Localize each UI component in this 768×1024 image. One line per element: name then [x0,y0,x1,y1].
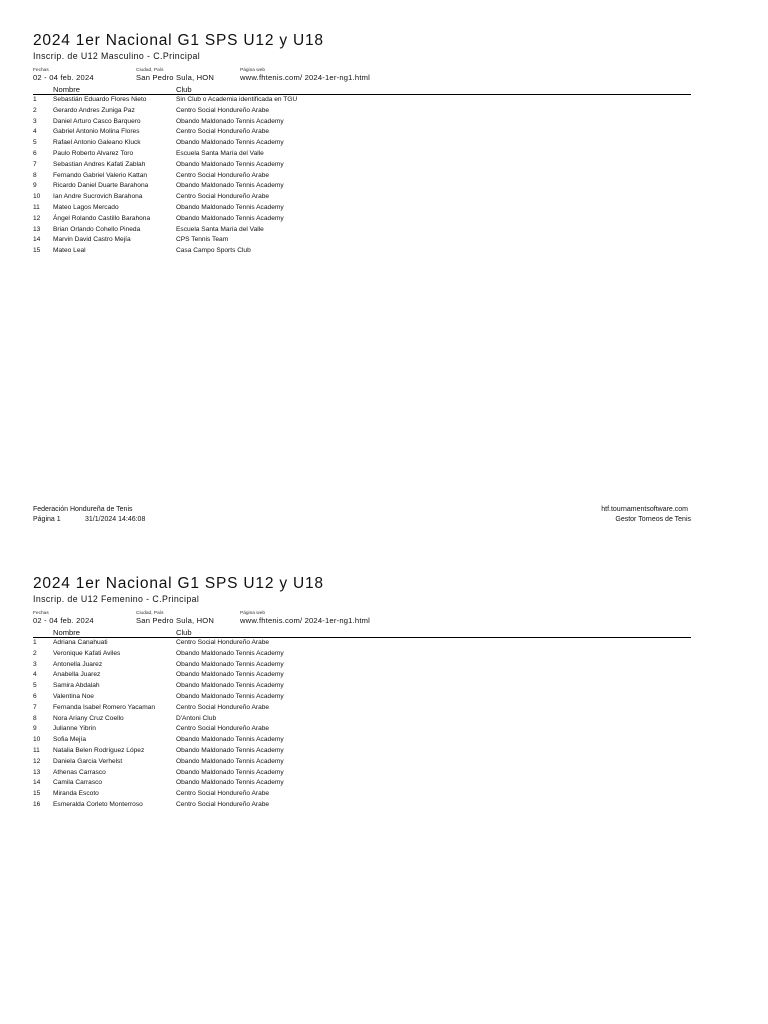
club-name: Obando Maldonado Tennis Academy [176,660,284,668]
player-name: Marvin David Castro Mejía [53,236,131,244]
player-name: Sebastián Eduardo Flores Nieto [53,96,147,103]
table-row [33,171,691,182]
club-name: Escuela Santa María del Valle [176,149,264,157]
entry-number: 8 [33,171,37,179]
table-row [33,714,691,725]
club-name: Obando Maldonado Tennis Academy [176,214,284,222]
table-row [33,735,691,746]
table-row [33,160,691,171]
club-name: Obando Maldonado Tennis Academy [176,746,284,754]
page-subtitle: Inscrip. de U12 Masculino - C.Principal [33,51,201,61]
club-name: Centro Social Hondureño Arabe [176,639,270,646]
entry-number: 1 [33,639,37,646]
player-name: Gerardo Andres Zuniga Paz [53,106,135,114]
player-name: Ángel Rolando Castillo Barahona [53,214,151,222]
entry-number: 13 [33,768,41,776]
entry-number: 6 [33,692,37,700]
player-name: Rafael Antonio Galeano Kluck [53,139,141,147]
entry-number: 10 [33,193,41,201]
entry-number: 10 [33,736,41,744]
table-row [33,703,691,714]
table-row [33,246,691,257]
player-name: Antonella Juarez [53,660,103,668]
entry-number: 12 [33,757,41,765]
club-name: Centro Social Hondureño Arabe [176,171,270,179]
column-header-name: Nombre [53,85,81,94]
player-name: Mateo Leal [53,247,86,255]
player-name: Natalia Belen Rodríguez López [53,746,145,754]
club-name: Casa Campo Sports Club [176,247,251,255]
entry-number: 8 [33,714,37,722]
player-name: Camila Carrasco [53,779,103,787]
dates-value: 02 - 04 feb. 2024 [33,616,94,625]
club-name: Centro Social Hondureño Arabe [176,790,270,798]
player-name: Esmeralda Corleto Monterroso [53,800,143,808]
entry-number: 11 [33,203,40,211]
player-name: Gabriel Antonio Molina Flores [53,128,140,136]
player-name: Fernanda Isabel Romero Yacaman [53,703,156,711]
player-name: Nora Ariany Cruz Coello [53,714,124,722]
club-name: Obando Maldonado Tennis Academy [176,117,284,125]
player-name: Ian Andre Sucrovich Barahona [53,193,143,201]
entry-number: 15 [33,790,41,798]
column-header-name: Nombre [53,628,81,637]
entry-number: 12 [33,214,41,222]
club-name: Centro Social Hondureño Arabe [176,128,270,136]
entry-number: 14 [33,779,41,787]
club-name: Centro Social Hondureño Arabe [176,800,270,808]
club-name: CPS Tennis Team [176,236,229,244]
table-row [33,127,691,138]
club-name: Obando Maldonado Tennis Academy [176,779,284,787]
player-name: Brian Orlando Cohello Pineda [53,225,141,233]
entry-number: 16 [33,800,41,808]
club-name: Obando Maldonado Tennis Academy [176,139,284,147]
club-name: Obando Maldonado Tennis Academy [176,160,284,168]
footer-timestamp: 31/1/2024 14:46:08 [85,516,146,523]
web-label: Página web [240,68,266,73]
club-name: Centro Social Hondureño Arabe [176,106,270,114]
player-name: Mateo Lagos Mercado [53,203,119,211]
dates-label: Fechas [33,68,49,73]
entry-number: 4 [33,128,37,136]
entry-number: 14 [33,236,41,244]
page-title: 2024 1er Nacional G1 SPS U12 y U18 [33,575,324,592]
entry-number: 3 [33,117,37,125]
entry-number: 9 [33,182,37,190]
club-name: Obando Maldonado Tennis Academy [176,757,284,765]
club-name: D'Antoni Club [176,714,217,722]
club-name: Obando Maldonado Tennis Academy [176,692,284,700]
entries-table [33,95,691,257]
table-row [33,789,691,800]
player-name: Sofia Mejía [53,736,86,744]
table-row [33,138,691,149]
club-name: Obando Maldonado Tennis Academy [176,671,284,679]
club-name: Obando Maldonado Tennis Academy [176,682,284,690]
club-name: Obando Maldonado Tennis Academy [176,649,284,657]
player-name: Julianne Yibrin [53,725,96,733]
web-label: Página web [240,611,266,616]
player-name: Adriana Canahuati [53,639,108,646]
player-name: Daniel Arturo Casco Barquero [53,117,141,125]
dates-label: Fechas [33,611,49,616]
footer-federation: Federación Hondureña de Tenis [33,506,133,513]
entry-number: 1 [33,96,37,103]
player-name: Daniela Garcia Verhelst [53,757,123,765]
entries-table [33,638,691,811]
table-row [33,214,691,225]
club-name: Obando Maldonado Tennis Academy [176,203,284,211]
player-name: Fernando Gabriel Valerio Kattan [53,171,148,179]
footer-page-number: Página 1 [33,516,61,523]
player-name: Valentina Noe [53,692,94,700]
table-row [33,670,691,681]
club-name: Obando Maldonado Tennis Academy [176,768,284,776]
player-name: Sebastian Andres Kafati Zablah [53,160,146,168]
entry-number: 6 [33,149,37,157]
entry-number: 11 [33,746,40,754]
table-row [33,681,691,692]
city-label: Ciudad, País [136,68,164,73]
table-row [33,692,691,703]
player-name: Anabella Juarez [53,671,101,679]
entry-number: 4 [33,671,37,679]
table-row [33,235,691,246]
club-name: Centro Social Hondureño Arabe [176,725,270,733]
club-name: Centro Social Hondureño Arabe [176,193,270,201]
entry-number: 3 [33,660,37,668]
club-name: Centro Social Hondureño Arabe [176,703,270,711]
table-row [33,778,691,789]
player-name: Miranda Escoto [53,790,99,798]
player-name: Ricardo Daniel Duarte Barahona [53,182,149,190]
page-subtitle: Inscrip. de U12 Femenino - C.Principal [33,594,200,604]
city-value: San Pedro Sula, HON [136,616,215,625]
city-label: Ciudad, País [136,611,164,616]
table-row [33,638,691,649]
table-row [33,203,691,214]
column-header-club: Club [176,628,192,637]
table-row [33,757,691,768]
entry-number: 15 [33,247,41,255]
page-title: 2024 1er Nacional G1 SPS U12 y U18 [33,32,324,49]
player-name: Athenas Carrasco [53,768,106,776]
entry-number: 7 [33,703,37,711]
entry-number: 2 [33,106,37,114]
club-name: Obando Maldonado Tennis Academy [176,736,284,744]
table-row [33,192,691,203]
dates-value: 02 - 04 feb. 2024 [33,73,94,82]
table-row [33,225,691,236]
player-name: Paulo Roberto Alvarez Toro [53,149,134,157]
table-row [33,660,691,671]
column-header-club: Club [176,85,192,94]
club-name: Obando Maldonado Tennis Academy [176,182,284,190]
entry-number: 13 [33,225,41,233]
player-name: Samira Abdalah [53,682,100,690]
table-row [33,746,691,757]
entry-number: 5 [33,139,37,147]
club-name: Sin Club o Academia identificada en TGU [176,96,298,103]
entry-number: 9 [33,725,37,733]
city-value: San Pedro Sula, HON [136,73,215,82]
player-name: Veronique Kafati Aviles [53,649,121,657]
entry-number: 2 [33,649,37,657]
web-link[interactable]: www.fhtenis.com/ 2024-1er-ng1.html [240,616,371,625]
club-name: Escuela Santa María del Valle [176,225,264,233]
entry-number: 7 [33,160,37,168]
table-row [33,106,691,117]
table-row [33,649,691,660]
web-link[interactable]: www.fhtenis.com/ 2024-1er-ng1.html [240,73,371,82]
table-row [33,768,691,779]
footer-site[interactable]: htf.tournamentsoftware.com [601,506,688,513]
entry-number: 5 [33,682,37,690]
table-row [33,181,691,192]
table-row [33,149,691,160]
footer-manager: Gestor Torneos de Tenis [615,516,691,523]
table-row [33,724,691,735]
table-row [33,95,691,106]
table-row [33,800,691,811]
table-row [33,117,691,128]
